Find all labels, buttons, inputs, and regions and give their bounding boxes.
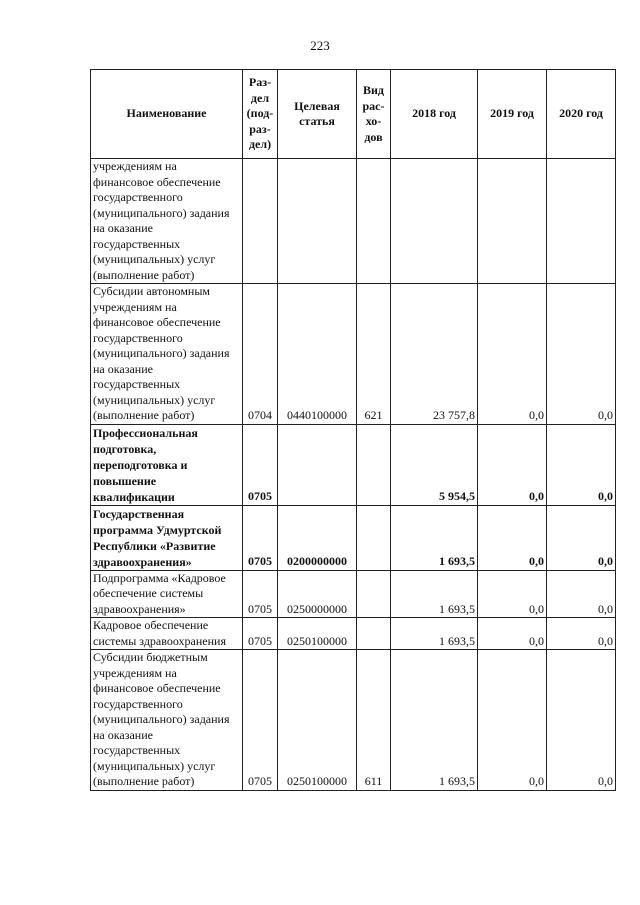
row-2020: 0,0: [547, 505, 616, 570]
row-target: 0200000000: [278, 505, 357, 570]
row-2020: 0,0: [547, 650, 616, 791]
row-name: Кадровое обеспечение системы здравоохранения: [91, 618, 243, 650]
row-name: Субсидии бюджетным учреждениям на финансовое обеспечение государственного (муниципального) задания на оказание государственных (муниципальных) услуг (выполнение работ): [91, 650, 243, 791]
row-2018: 1 693,5: [391, 650, 478, 791]
header-2018: 2018 год: [391, 70, 478, 159]
row-2019: 0,0: [478, 505, 547, 570]
row-expense: [357, 618, 391, 650]
row-expense: [357, 424, 391, 505]
header-2019: 2019 год: [478, 70, 547, 159]
row-2020: [547, 159, 616, 284]
row-2018: 1 693,5: [391, 505, 478, 570]
table-row: [91, 424, 616, 505]
row-2018: 23 757,8: [391, 284, 478, 425]
page-number: 223: [310, 38, 330, 53]
row-2019: 0,0: [478, 618, 547, 650]
row-expense: 611: [357, 650, 391, 791]
header-2020: 2020 год: [547, 70, 616, 159]
row-section: 0705: [243, 570, 278, 618]
row-target: [278, 424, 357, 505]
row-section: [243, 159, 278, 284]
table-row: [91, 505, 616, 570]
row-2018: 1 693,5: [391, 618, 478, 650]
row-expense: [357, 570, 391, 618]
header-target: Целевая статья: [278, 70, 357, 159]
row-section: 0705: [243, 618, 278, 650]
row-name: Профессиональная подготовка, переподготовка и повышение квалификации: [91, 424, 243, 505]
row-target: 0250100000: [278, 618, 357, 650]
header-section: Раз- дел (под- раз- дел): [243, 70, 278, 159]
budget-table: [90, 69, 616, 791]
row-2019: 0,0: [478, 424, 547, 505]
header-expense: Вид рас- хо- дов: [357, 70, 391, 159]
row-section: 0705: [243, 650, 278, 791]
row-2020: 0,0: [547, 570, 616, 618]
row-name: Подпрограмма «Кадровое обеспечение системы здравоохранения»: [91, 570, 243, 618]
row-name: учреждениям на финансовое обеспечение государственного (муниципального) задания на оказание государственных (муниципальных) услуг (выполнение работ): [91, 159, 243, 284]
row-2018: [391, 159, 478, 284]
table-row: [91, 284, 616, 425]
row-2020: 0,0: [547, 424, 616, 505]
row-2020: 0,0: [547, 618, 616, 650]
row-expense: [357, 505, 391, 570]
row-name: Субсидии автономным учреждениям на финансовое обеспечение государственного (муниципального) задания на оказание государственных (муниципальных) услуг (выполнение работ): [91, 284, 243, 425]
row-section: 0705: [243, 505, 278, 570]
row-2018: 1 693,5: [391, 570, 478, 618]
row-expense: 621: [357, 284, 391, 425]
row-2018: 5 954,5: [391, 424, 478, 505]
row-2019: 0,0: [478, 650, 547, 791]
table-row: [91, 570, 616, 618]
row-section: 0704: [243, 284, 278, 425]
row-2019: [478, 159, 547, 284]
header-name: Наименование: [91, 70, 243, 159]
row-target: 0250000000: [278, 570, 357, 618]
row-name: Государственная программа Удмуртской Республики «Развитие здравоохранения»: [91, 505, 243, 570]
row-2020: 0,0: [547, 284, 616, 425]
row-2019: 0,0: [478, 284, 547, 425]
row-target: [278, 159, 357, 284]
header-row: [91, 70, 616, 159]
table-row: [91, 650, 616, 791]
row-expense: [357, 159, 391, 284]
row-target: 0250100000: [278, 650, 357, 791]
row-section: 0705: [243, 424, 278, 505]
table-row: [91, 618, 616, 650]
row-target: 0440100000: [278, 284, 357, 425]
row-2019: 0,0: [478, 570, 547, 618]
table-row: [91, 159, 616, 284]
